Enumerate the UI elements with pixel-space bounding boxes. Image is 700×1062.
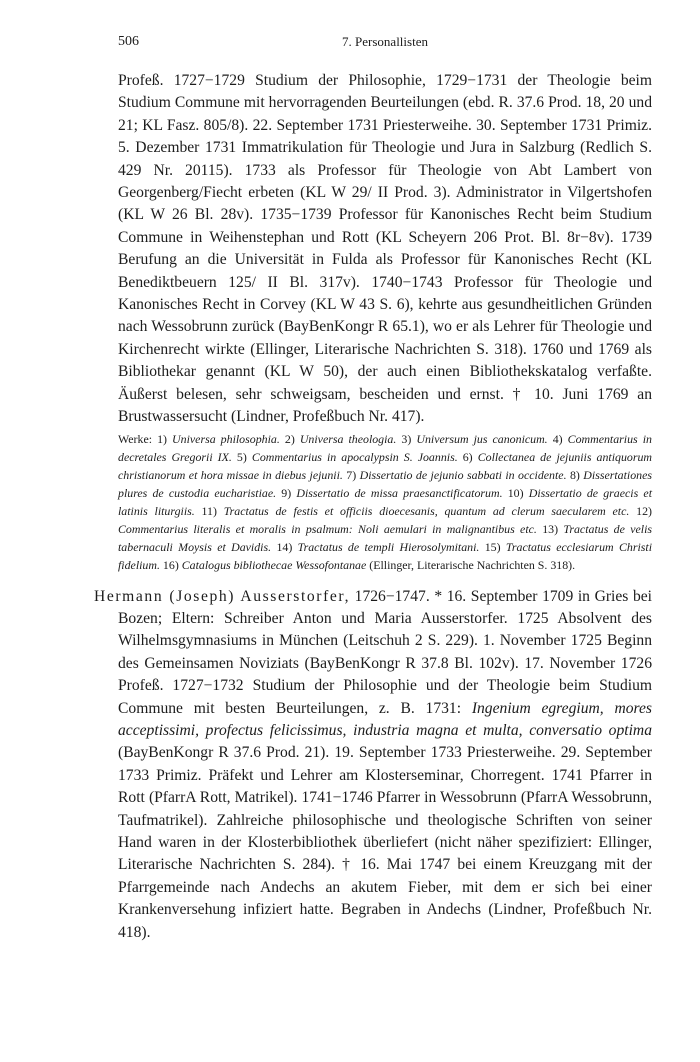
works-text: 2) bbox=[279, 431, 300, 446]
works-text: 11) bbox=[194, 503, 224, 518]
works-text: 10) bbox=[502, 485, 529, 500]
works-text: 16) bbox=[159, 557, 182, 572]
work-title: Commentarius in decretales Gregorii IX. bbox=[118, 431, 652, 464]
works-text: 15) bbox=[479, 539, 506, 554]
work-title: Tractatus de velis tabernaculi Moysis et Davidis. bbox=[118, 521, 653, 554]
work-title: Catalogus bibliothecae Wessofontanae bbox=[181, 557, 367, 572]
entry-text-part2: (BayBenKongr R 37.6 Prod. 21). 19. September 1733 Priesterweihe. 29. September 1733 Primiz. Präfekt und Lehrer am Klosterseminar, Chorregent. 1741 Pfarrer in Rott (PfarrA Rott, Matrikel). 1741−1746 Pfarrer in Wessobrunn (PfarrA Wessobrunn, Taufmatrikel). Zahlreiche philosophische und theologische Schriften von seiner Hand waren in der Klosterbibliothek überliefert (nicht näher spezifiziert: Ellinger, Literarische Nachrichten S. 284). † 16. Mai 1747 bei einem Kreuzgang mit der Pfarrgemeinde nach Andechs an akutem Fieber, mit dem er sich bei einer Krankenversehung infiziert hatte. Begraben in Andechs (Lindner, Profeßbuch Nr. 418). bbox=[118, 744, 652, 941]
page-number: 506 bbox=[118, 34, 139, 49]
entry-name: Hermann (Joseph) Ausserstorfer, bbox=[94, 587, 351, 605]
works-text: 14) bbox=[271, 539, 298, 554]
works-text: 8) bbox=[566, 467, 584, 482]
work-title: Tractatus de templi Hierosolymitani. bbox=[297, 539, 480, 554]
works-text: (Ellinger, Literarische Nachrichten S. 318). bbox=[366, 557, 576, 572]
work-title: Commentarius in apocalypsin S. Joannis. bbox=[251, 449, 458, 464]
work-title: Dissertatio de jejunio sabbati in occidente. bbox=[359, 467, 567, 482]
work-title: Dissertatio de missa praesanctificatorum. bbox=[296, 485, 503, 500]
work-title: Dissertatio de graecis et latinis liturgiis. bbox=[118, 485, 652, 518]
work-title: Commentarius literalis et moralis in psalmum: Noli aemulari in malignantibus etc. bbox=[118, 521, 537, 536]
running-head bbox=[118, 34, 652, 54]
works-text: 3) bbox=[396, 431, 417, 446]
work-title: Dissertationes plures de custodia eucharistiae. bbox=[118, 467, 652, 500]
works-text: 12) bbox=[629, 503, 652, 518]
entry-hermann-ausserstorfer bbox=[94, 586, 652, 945]
entry-continuation-paragraph: Profeß. 1727−1729 Studium der Philosophie, 1729−1731 der Theologie beim Studium Commune mit hervorragenden Beurteilungen (ebd. R. 37.6 Prod. 18, 20 und 21; KL Fasz. 805/8). 22. September 1731 Priesterweihe. 30. September 1731 Primiz. 5. Dezember 1731 Immatrikulation für Theologie und Jura in Salzburg (Redlich S. 429 Nr. 20115). 1733 als Professor für Theologie von Abt Lambert von Georgenberg/Fiecht erbeten (KL W 29/ II Prod. 3). Administrator in Vilgertshofen (KL W 26 Bl. 28v). 1735−1739 Professor für Kanonisches Recht beim Studium Commune in Weihenstephan und Rott (KL Scheyern 206 Prot. Bl. 8r−8v). 1739 Berufung an die Universität in Fulda als Professor für Kanonisches Recht (KL Benediktbeuern 125/ II Bl. 317v). 1740−1743 Professor für Theologie und Kanonisches Recht in Corvey (KL W 43 S. 6), kehrte aus gesundheitlichen Gründen nach Wessobrunn zurück (BayBenKongr R 65.1), wo er als Lehrer für Theologie und Kirchenrecht wirkte (Ellinger, Literarische Nachrichten S. 318). 1760 und 1769 als Bibliothekar genannt (KL W 50), der auch einen Bibliothekskatalog verfaßte. Äußerst belesen, sehr schweigsam, bescheiden und ernst. † 10. Juni 1769 an Brustwassersucht (Lindner, Profeßbuch Nr. 417). bbox=[118, 72, 652, 426]
work-title: Universa theologia. bbox=[299, 431, 397, 446]
work-title: Universum jus canonicum. bbox=[416, 431, 548, 446]
works-text: 9) bbox=[276, 485, 297, 500]
page-body bbox=[94, 70, 653, 944]
works-text: 5) bbox=[231, 449, 252, 464]
works-text: 7) bbox=[342, 467, 360, 482]
works-text: Werke: 1) bbox=[118, 431, 173, 446]
works-text: 4) bbox=[547, 431, 568, 446]
entry-latin-quote: Ingenium egregium, mores acceptissimi, profectus felicissimus, industria magna et multa, conversatio optima bbox=[118, 699, 652, 739]
works-text: 6) bbox=[457, 449, 478, 464]
work-title: Tractatus ecclesiarum Christi fidelium. bbox=[118, 539, 653, 572]
works-list bbox=[118, 430, 652, 574]
work-title: Universa philosophia. bbox=[172, 431, 280, 446]
work-title: Collectanea de jejuniis antiquorum christianorum et hora missae in diebus jejunii. bbox=[118, 449, 652, 482]
works-text: 13) bbox=[536, 521, 564, 536]
work-title: Tractatus de festis et officiis dioecesanis, quantum ad clerum saecularem etc. bbox=[223, 503, 630, 518]
entry-text-part1: 1726−1747. * 16. September 1709 in Gries bei Bozen; Eltern: Schreiber Anton und Maria Ausserstorfer. 1725 Absolvent des Wilhelmsgymnasiums in München (Leitschuh 2 S. 229). 1. November 1725 Beginn des Gemeinsamen Noviziats (BayBenKongr R 37.8 Bl. 102v). 17. November 1726 Profeß. 1727−1732 Studium der Philosophie und der Theologie beim Studium Commune mit besten Beurteilungen, z. B. 1731: bbox=[118, 587, 652, 717]
running-title: 7. Personallisten bbox=[342, 34, 428, 49]
